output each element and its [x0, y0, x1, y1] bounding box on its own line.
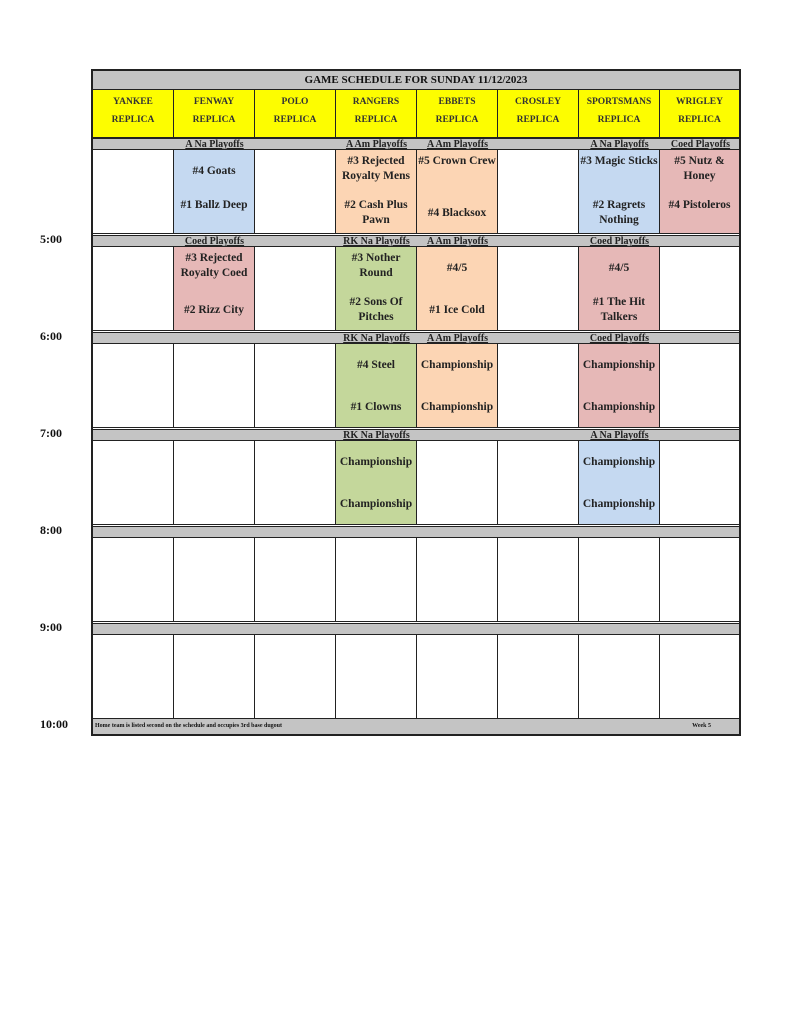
game-cell — [174, 150, 255, 234]
game-cell — [255, 344, 336, 428]
schedule-footer — [93, 718, 739, 734]
game-cell — [660, 441, 739, 525]
division-label: A Na Playoffs — [590, 430, 649, 441]
game-cell — [417, 635, 498, 719]
home-team: Championship — [582, 401, 656, 413]
division-label: RK Na Playoffs — [343, 430, 410, 441]
game-cell — [579, 247, 660, 331]
field-subtitle: REPLICA — [111, 115, 155, 125]
away-team: Championship — [339, 456, 413, 468]
home-team: #1 Clowns — [350, 401, 402, 413]
division-band — [93, 138, 739, 150]
division-band — [93, 332, 739, 344]
field-subtitle: REPLICA — [435, 115, 479, 125]
field-header — [660, 90, 739, 138]
away-team: #5 Nutz & Honey — [674, 155, 725, 182]
game-cell — [660, 247, 739, 331]
time-label: 8:00 — [40, 523, 62, 537]
time-label: 7:00 — [40, 426, 62, 440]
home-team: #1 The Hit Talkers — [592, 296, 646, 323]
game-cell — [417, 344, 498, 428]
game-cell — [498, 247, 579, 331]
home-team: Championship — [582, 498, 656, 510]
field-header — [498, 90, 579, 138]
time-label: 10:00 — [40, 717, 68, 731]
away-team: #3 Rejected Royalty Mens — [341, 155, 411, 182]
away-team: Championship — [582, 359, 656, 371]
field-header — [93, 90, 174, 138]
away-team: #4 Goats — [192, 165, 236, 177]
game-cell — [255, 635, 336, 719]
field-header — [255, 90, 336, 138]
footer-note: Home team is listed second on the schedule and occupies 3rd base dugout — [95, 723, 283, 729]
game-cell — [336, 441, 417, 525]
game-cell — [336, 538, 417, 622]
game-cell — [174, 538, 255, 622]
time-label: 9:00 — [40, 620, 62, 634]
game-cell — [93, 538, 174, 622]
game-cell — [579, 150, 660, 234]
division-label: Coed Playoffs — [184, 236, 245, 247]
field-header — [174, 90, 255, 138]
field-name: FENWAY — [193, 97, 235, 107]
division-label: A Na Playoffs — [590, 139, 649, 150]
division-band — [93, 429, 739, 441]
away-team: #5 Crown Crew — [418, 155, 496, 167]
field-subtitle: REPLICA — [192, 115, 236, 125]
game-cell — [660, 344, 739, 428]
division-band — [93, 623, 739, 635]
away-team: Championship — [582, 456, 656, 468]
away-team: #4/5 — [446, 262, 468, 274]
game-cell — [174, 441, 255, 525]
game-cell — [93, 150, 174, 234]
home-team: #1 Ballz Deep — [180, 199, 248, 211]
game-cell — [417, 150, 498, 234]
field-name: CROSLEY — [515, 97, 561, 107]
time-label: 5:00 — [40, 232, 62, 246]
field-subtitle: REPLICA — [597, 115, 641, 125]
field-name: SPORTSMANS — [586, 97, 652, 107]
division-label: Coed Playoffs — [589, 333, 650, 344]
field-name: POLO — [281, 97, 309, 107]
field-subtitle: REPLICA — [354, 115, 398, 125]
home-team: #2 Ragrets Nothing — [592, 199, 646, 226]
game-cell — [93, 635, 174, 719]
game-cell — [579, 344, 660, 428]
division-label: A Am Playoffs — [426, 139, 489, 150]
division-band — [93, 526, 739, 538]
schedule-sheet — [91, 69, 741, 736]
game-cell — [498, 344, 579, 428]
game-cell — [93, 441, 174, 525]
field-name: YANKEE — [113, 97, 153, 107]
field-subtitle: REPLICA — [678, 115, 721, 125]
game-cell — [660, 635, 739, 719]
home-team: #2 Sons Of Pitches — [349, 296, 403, 323]
division-label: A Am Playoffs — [426, 236, 489, 247]
field-subtitle: REPLICA — [273, 115, 317, 125]
game-cell — [174, 635, 255, 719]
home-team: #1 Ice Cold — [429, 304, 485, 316]
field-header — [336, 90, 417, 138]
home-team: #2 Cash Plus Pawn — [344, 199, 408, 226]
away-team: #4/5 — [608, 262, 630, 274]
game-cell — [417, 538, 498, 622]
division-label: A Am Playoffs — [345, 139, 408, 150]
time-label: 6:00 — [40, 329, 62, 343]
home-team: #2 Rizz City — [183, 304, 245, 316]
division-label: A Na Playoffs — [185, 139, 244, 150]
game-cell — [174, 344, 255, 428]
week-label: Week 5 — [692, 723, 711, 729]
game-cell — [498, 635, 579, 719]
game-cell — [579, 441, 660, 525]
game-cell — [255, 247, 336, 331]
game-cell — [417, 441, 498, 525]
field-header — [417, 90, 498, 138]
home-team: Championship — [420, 401, 494, 413]
game-cell — [498, 150, 579, 234]
game-cell — [174, 247, 255, 331]
game-cell — [579, 635, 660, 719]
schedule-title: GAME SCHEDULE FOR SUNDAY 11/12/2023 — [93, 71, 739, 90]
game-cell — [417, 247, 498, 331]
field-name: EBBETS — [438, 97, 476, 107]
division-band — [93, 235, 739, 247]
game-cell — [579, 538, 660, 622]
away-team: #3 Nother Round — [351, 252, 401, 279]
game-cell — [336, 344, 417, 428]
field-header — [579, 90, 660, 138]
away-team: #3 Magic Sticks — [580, 155, 658, 167]
game-cell — [255, 150, 336, 234]
game-cell — [255, 538, 336, 622]
field-name: WRIGLEY — [676, 97, 723, 107]
game-cell — [255, 441, 336, 525]
division-label: RK Na Playoffs — [343, 236, 410, 247]
division-label: A Am Playoffs — [426, 333, 489, 344]
game-cell — [93, 247, 174, 331]
game-cell — [336, 150, 417, 234]
game-cell — [660, 150, 739, 234]
away-team: Championship — [420, 359, 494, 371]
division-label: Coed Playoffs — [670, 139, 731, 150]
division-label: Coed Playoffs — [589, 236, 650, 247]
game-cell — [660, 538, 739, 622]
game-cell — [336, 635, 417, 719]
field-name: RANGERS — [352, 97, 400, 107]
game-cell — [498, 441, 579, 525]
game-cell — [93, 344, 174, 428]
game-cell — [336, 247, 417, 331]
game-cell — [498, 538, 579, 622]
away-team: #4 Steel — [356, 359, 395, 371]
away-team: #3 Rejected Royalty Coed — [180, 252, 248, 279]
home-team: #4 Blacksox — [427, 207, 487, 219]
field-subtitle: REPLICA — [516, 115, 560, 125]
division-label: RK Na Playoffs — [343, 333, 410, 344]
field-header-row — [93, 90, 739, 138]
home-team: #4 Pistoleros — [668, 199, 731, 211]
home-team: Championship — [339, 498, 413, 510]
